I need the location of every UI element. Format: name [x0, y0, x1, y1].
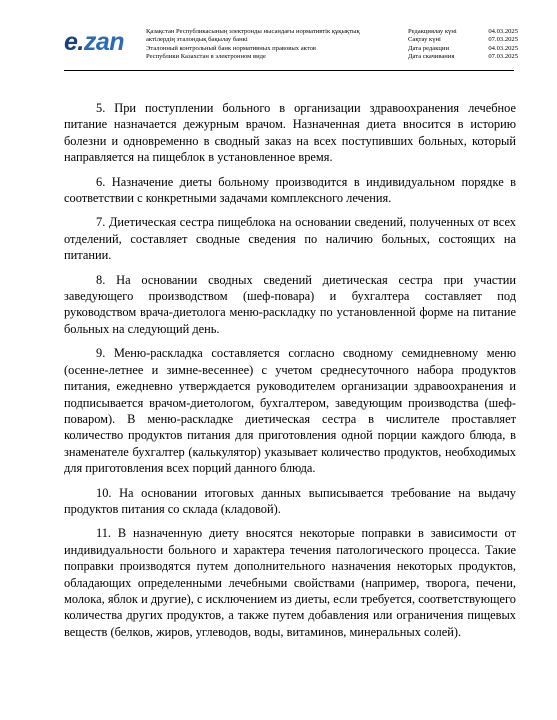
meta-row: [408, 53, 518, 61]
meta-label: Сақтау күні: [408, 36, 441, 44]
issuer-line: Эталонный контрольный банк нормативных правовых актов: [146, 44, 316, 52]
paragraph-8: 8. На основании сводных сведений диетическая сестра при участии заведующего производством (шеф-повара) и бухгалтера составляет под руководством врача-диетолога меню-раскладку по установленной форме на питание больных на следующий день.: [64, 272, 516, 336]
paragraph-10: 10. На основании итоговых данных выписывается требование на выдачу продуктов питания со склада (кладовой).: [64, 485, 516, 516]
paragraph-5: 5. При поступлении больного в организации здравоохранения лечебное питание назначается дежурным врачом. Назначенная диета вносится в историю болезни и одновременно в сводный заказ на всех поступивших больных, который направляется на пищеблок в установленное время.: [64, 101, 516, 165]
header-divider: [64, 70, 514, 71]
meta-label: Дата скачивания: [408, 53, 455, 61]
logo-dot: .: [77, 28, 84, 56]
logo-zan: zan: [83, 28, 125, 56]
meta-row: [408, 36, 518, 44]
meta-value: 04.03.2025: [488, 44, 518, 52]
document-body: [64, 100, 516, 648]
meta-row: [408, 45, 518, 53]
issuer-line: Республики Казахстан в электронном виде: [146, 53, 266, 61]
logo-e: e: [64, 28, 78, 56]
issuer-line: актілердің эталондық бақылау банкі: [146, 36, 248, 44]
meta-label: Редакциялау күні: [408, 28, 457, 35]
meta-value: 07.03.2025: [488, 53, 518, 61]
meta-value: 04.03.2025: [488, 28, 518, 35]
paragraph-11: 11. В назначенную диету вносятся некоторые поправки в зависимости от индивидуальности больного и характера течения патологического процесса. Такие поправки производятся путем дополнительного назначения некоторых продуктов, обладающих определенными лечебными свойствами (например, творога, печени, молока, яблок и другие), с исключением из диеты, если требуется, соответствующего количества других продуктов, а также путем добавления или ограничения пищевых веществ (белков, жиров, углеводов, воды, витаминов, минеральных солей).: [64, 526, 516, 639]
meta-value: 07.03.2025: [488, 36, 518, 44]
date-metadata: [408, 28, 518, 62]
paragraph-7: 7. Диетическая сестра пищеблока на основании сведений, полученных от всех отделений, составляет сводные сведения по наличию больных, состоящих на питании.: [64, 215, 516, 263]
meta-label: Дата редакции: [408, 44, 449, 52]
ezan-logo: [64, 28, 124, 56]
paragraph-6: 6. Назначение диеты больному производится в индивидуальном порядке в соответствии с конкретными задачами комплексного лечения.: [64, 174, 516, 206]
issuer-block: [146, 28, 396, 62]
paragraph-9: 9. Меню-раскладка составляется согласно сводному семидневному меню (осенне-летнее и зимне-весеннее) с учетом среднесуточного набора продуктов питания, ежедневно утверждается руководителем организации здравоохранения и подписывается врачом-диетологом, бухгалтером, заведующим производства (шеф-поваром). В меню-раскладке диетическая сестра в числителе проставляет количество продуктов питания для приготовления одной порции каждого блюда, в знаменателе бухгалтер (калькулятор) указывает количество продуктов, необходимых для приготовления всех порций данного блюда.: [64, 346, 516, 476]
meta-row: [408, 28, 518, 36]
issuer-line: Қазақстан Республикасының электронды нысандағы нормативтік құқықтық: [146, 28, 360, 35]
document-header: [0, 0, 557, 76]
